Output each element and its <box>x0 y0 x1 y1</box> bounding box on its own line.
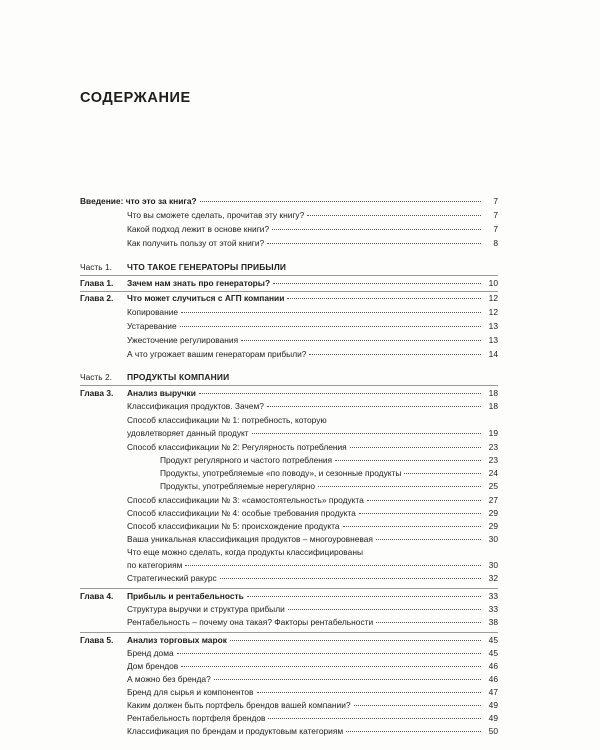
dot-leader <box>199 393 481 394</box>
page-title: СОДЕРЖАНИЕ <box>80 90 191 106</box>
page-number: 7 <box>493 224 498 234</box>
toc-entry-text: Стратегический ракурс <box>127 573 217 583</box>
page-number: 30 <box>488 560 498 570</box>
dot-leader <box>181 312 481 313</box>
page-number: 7 <box>493 196 498 206</box>
toc-entry-text: Устаревание <box>127 321 177 331</box>
dot-leader <box>272 229 481 230</box>
divider <box>80 385 498 386</box>
chapter-label: Глава 3. <box>80 388 114 398</box>
toc-entry[interactable] <box>127 560 498 573</box>
toc-entry-text: Способ классификации № 2: Регулярность потребления <box>127 442 347 452</box>
page-number: 19 <box>488 428 498 438</box>
chapter-label: Глава 2. <box>80 293 114 303</box>
toc-entry[interactable] <box>127 224 498 237</box>
dot-leader <box>288 609 481 610</box>
toc-entry-text: А что угрожает вашим генераторам прибыли? <box>127 349 307 359</box>
toc-entry[interactable] <box>127 573 498 586</box>
dot-leader <box>220 578 481 579</box>
dot-leader <box>367 500 481 501</box>
divider <box>80 291 498 292</box>
toc-entry-text: Продукты, употребляемые нерегулярно <box>160 481 316 491</box>
toc-entry[interactable] <box>127 508 498 521</box>
toc-subentry[interactable] <box>160 481 498 494</box>
dot-leader <box>350 447 481 448</box>
toc-entry[interactable] <box>127 700 498 713</box>
dot-leader <box>180 326 481 327</box>
page-number: 45 <box>488 635 498 645</box>
dot-leader <box>273 283 481 284</box>
page-number: 33 <box>488 591 498 601</box>
toc-entry-text: Как получить пользу от этой книги? <box>127 238 265 248</box>
page-number: 46 <box>488 674 498 684</box>
toc-entry[interactable] <box>127 428 498 441</box>
page-number: 23 <box>488 442 498 452</box>
toc-entry[interactable] <box>127 617 498 630</box>
page-number: 24 <box>488 468 498 478</box>
toc-entry-text: Продукт регулярного и частого потребления <box>160 455 333 465</box>
dot-leader <box>376 622 481 623</box>
toc-entry-text: Что еще можно сделать, когда продукты классифицированы <box>127 547 363 557</box>
page-number: 29 <box>488 508 498 518</box>
toc-entry-text: Рентабельность портфеля брендов <box>127 713 266 723</box>
dot-leader <box>376 539 481 540</box>
toc-entry[interactable] <box>127 534 498 547</box>
dot-leader <box>200 201 481 202</box>
dot-leader <box>181 666 481 667</box>
toc-entry-text: Рентабельность – почему она такая? Факторы рентабельности <box>127 617 374 627</box>
page-number: 18 <box>488 388 498 398</box>
dot-leader <box>343 526 481 527</box>
toc-entry-text: Способ классификации № 4: особые требования продукта <box>127 508 356 518</box>
page-number: 10 <box>488 278 498 288</box>
part-heading <box>80 262 498 275</box>
dot-leader <box>267 406 481 407</box>
toc-entry[interactable] <box>127 648 498 661</box>
toc-entry-text: Классификация продуктов. Зачем? <box>127 401 264 411</box>
page-number: 13 <box>488 335 498 345</box>
part-label: Часть 1. <box>80 262 112 272</box>
dot-leader <box>346 731 481 732</box>
page-number: 47 <box>488 687 498 697</box>
toc-entry-text: удовлетворяет данный продукт <box>127 428 249 438</box>
toc-entry[interactable] <box>127 401 498 414</box>
dot-leader <box>267 243 481 244</box>
page-number: 12 <box>488 293 498 303</box>
page-number: 25 <box>488 481 498 491</box>
part-heading <box>80 372 498 385</box>
toc-entry[interactable] <box>127 442 498 455</box>
toc-entry-text: Прибыль и рентабельность <box>127 591 244 601</box>
dot-leader <box>354 705 481 706</box>
toc-entry[interactable] <box>127 495 498 508</box>
chapter-label: Глава 4. <box>80 591 114 601</box>
toc-entry-text: Что может случиться с АГП компании <box>127 293 285 303</box>
page-number: 12 <box>488 307 498 317</box>
toc-entry-text: Классификация по брендам и продуктовым категориям <box>127 726 344 736</box>
toc-entry-text: Анализ выручки <box>127 388 196 398</box>
dot-leader <box>268 718 481 719</box>
page-number: 7 <box>493 210 498 220</box>
toc-entry[interactable] <box>127 321 498 334</box>
toc-entry-text: А можно без бренда? <box>127 674 211 684</box>
dot-leader <box>241 340 481 341</box>
toc-chapter[interactable] <box>80 293 498 306</box>
toc-entry-text: Какой подход лежит в основе книги? <box>127 224 270 234</box>
page-number: 27 <box>488 495 498 505</box>
dot-leader <box>307 215 481 216</box>
toc-entry-text: Способ классификации № 1: потребность, которую <box>127 415 327 425</box>
toc-entry[interactable] <box>127 521 498 534</box>
divider <box>80 588 498 589</box>
dot-leader <box>247 596 481 597</box>
page-number: 49 <box>488 713 498 723</box>
page-number: 45 <box>488 648 498 658</box>
dot-leader <box>230 640 481 641</box>
dot-leader <box>335 460 481 461</box>
part-title: ЧТО ТАКОЕ ГЕНЕРАТОРЫ ПРИБЫЛИ <box>127 262 287 272</box>
divider <box>80 275 498 276</box>
dot-leader <box>185 565 481 566</box>
toc-chapter[interactable] <box>80 388 498 401</box>
toc-entry-text: Что вы сможете сделать, прочитав эту книгу? <box>127 210 305 220</box>
page-number: 33 <box>488 604 498 614</box>
page-number: 18 <box>488 401 498 411</box>
page-number: 14 <box>488 349 498 359</box>
dot-leader <box>177 653 481 654</box>
toc-entry[interactable] <box>127 661 498 674</box>
page-number: 32 <box>488 573 498 583</box>
dot-leader <box>287 298 481 299</box>
dot-leader <box>257 692 481 693</box>
toc-entry[interactable] <box>127 547 498 560</box>
toc-entry[interactable] <box>127 726 498 739</box>
toc-subentry[interactable] <box>160 468 498 481</box>
toc-entry-text: Ваша уникальная классификация продуктов – многоуровневая <box>127 534 373 544</box>
page-number: 46 <box>488 661 498 671</box>
dot-leader <box>318 486 481 487</box>
dot-leader <box>214 679 481 680</box>
toc-entry[interactable] <box>127 713 498 726</box>
toc-chapter[interactable] <box>80 278 498 291</box>
page-number: 23 <box>488 455 498 465</box>
dot-leader <box>404 473 481 474</box>
toc-entry[interactable] <box>127 335 498 348</box>
divider <box>80 632 498 633</box>
page-number: 29 <box>488 521 498 531</box>
page-number: 49 <box>488 700 498 710</box>
page-number: 50 <box>488 726 498 736</box>
toc-entry-text: Структура выручки и структура прибыли <box>127 604 285 614</box>
toc-entry-text: Копирование <box>127 307 179 317</box>
part-label: Часть 2. <box>80 372 112 382</box>
toc-entry-text: Зачем нам знать про генераторы? <box>127 278 271 288</box>
toc-entry[interactable] <box>127 238 498 251</box>
dot-leader <box>252 433 481 434</box>
toc-entry[interactable] <box>127 604 498 617</box>
toc-entry-text: Анализ торговых марок <box>127 635 227 645</box>
chapter-label: Глава 5. <box>80 635 114 645</box>
page-number: 13 <box>488 321 498 331</box>
toc-entry[interactable] <box>127 687 498 700</box>
page-number: 38 <box>488 617 498 627</box>
toc-entry[interactable] <box>127 210 498 223</box>
toc-entry[interactable] <box>127 307 498 320</box>
toc-entry-text: Бренд дома <box>127 648 174 658</box>
toc-entry-text: Способ классификации № 5: происхождение продукта <box>127 521 340 531</box>
dot-leader <box>309 354 481 355</box>
toc-entry-intro[interactable] <box>80 196 498 209</box>
chapter-label: Глава 1. <box>80 278 114 288</box>
page-number: 8 <box>493 238 498 248</box>
part-title: ПРОДУКТЫ КОМПАНИИ <box>127 372 230 382</box>
toc-entry[interactable] <box>127 674 498 687</box>
toc-subentry[interactable] <box>160 455 498 468</box>
toc-entry-text: Бренд для сырья и компонентов <box>127 687 254 697</box>
toc-chapter[interactable] <box>80 591 498 604</box>
toc-entry-text: Дом брендов <box>127 661 179 671</box>
toc-entry-text: Каким должен быть портфель брендов вашей компании? <box>127 700 351 710</box>
toc-entry-text: Способ классификации № 3: «самостоятельность» продукта <box>127 495 364 505</box>
page-number: 30 <box>488 534 498 544</box>
dot-leader <box>359 513 481 514</box>
toc-entry-text: Ужесточение регулирования <box>127 335 239 345</box>
toc-entry-text: Продукты, употребляемые «по поводу», и сезонные продукты <box>160 468 402 478</box>
toc-entry[interactable] <box>127 415 498 428</box>
toc-entry[interactable] <box>127 349 498 362</box>
toc-entry-text: по категориям <box>127 560 183 570</box>
toc-chapter[interactable] <box>80 635 498 648</box>
toc-entry-text: Введение: что это за книга? <box>80 196 197 206</box>
